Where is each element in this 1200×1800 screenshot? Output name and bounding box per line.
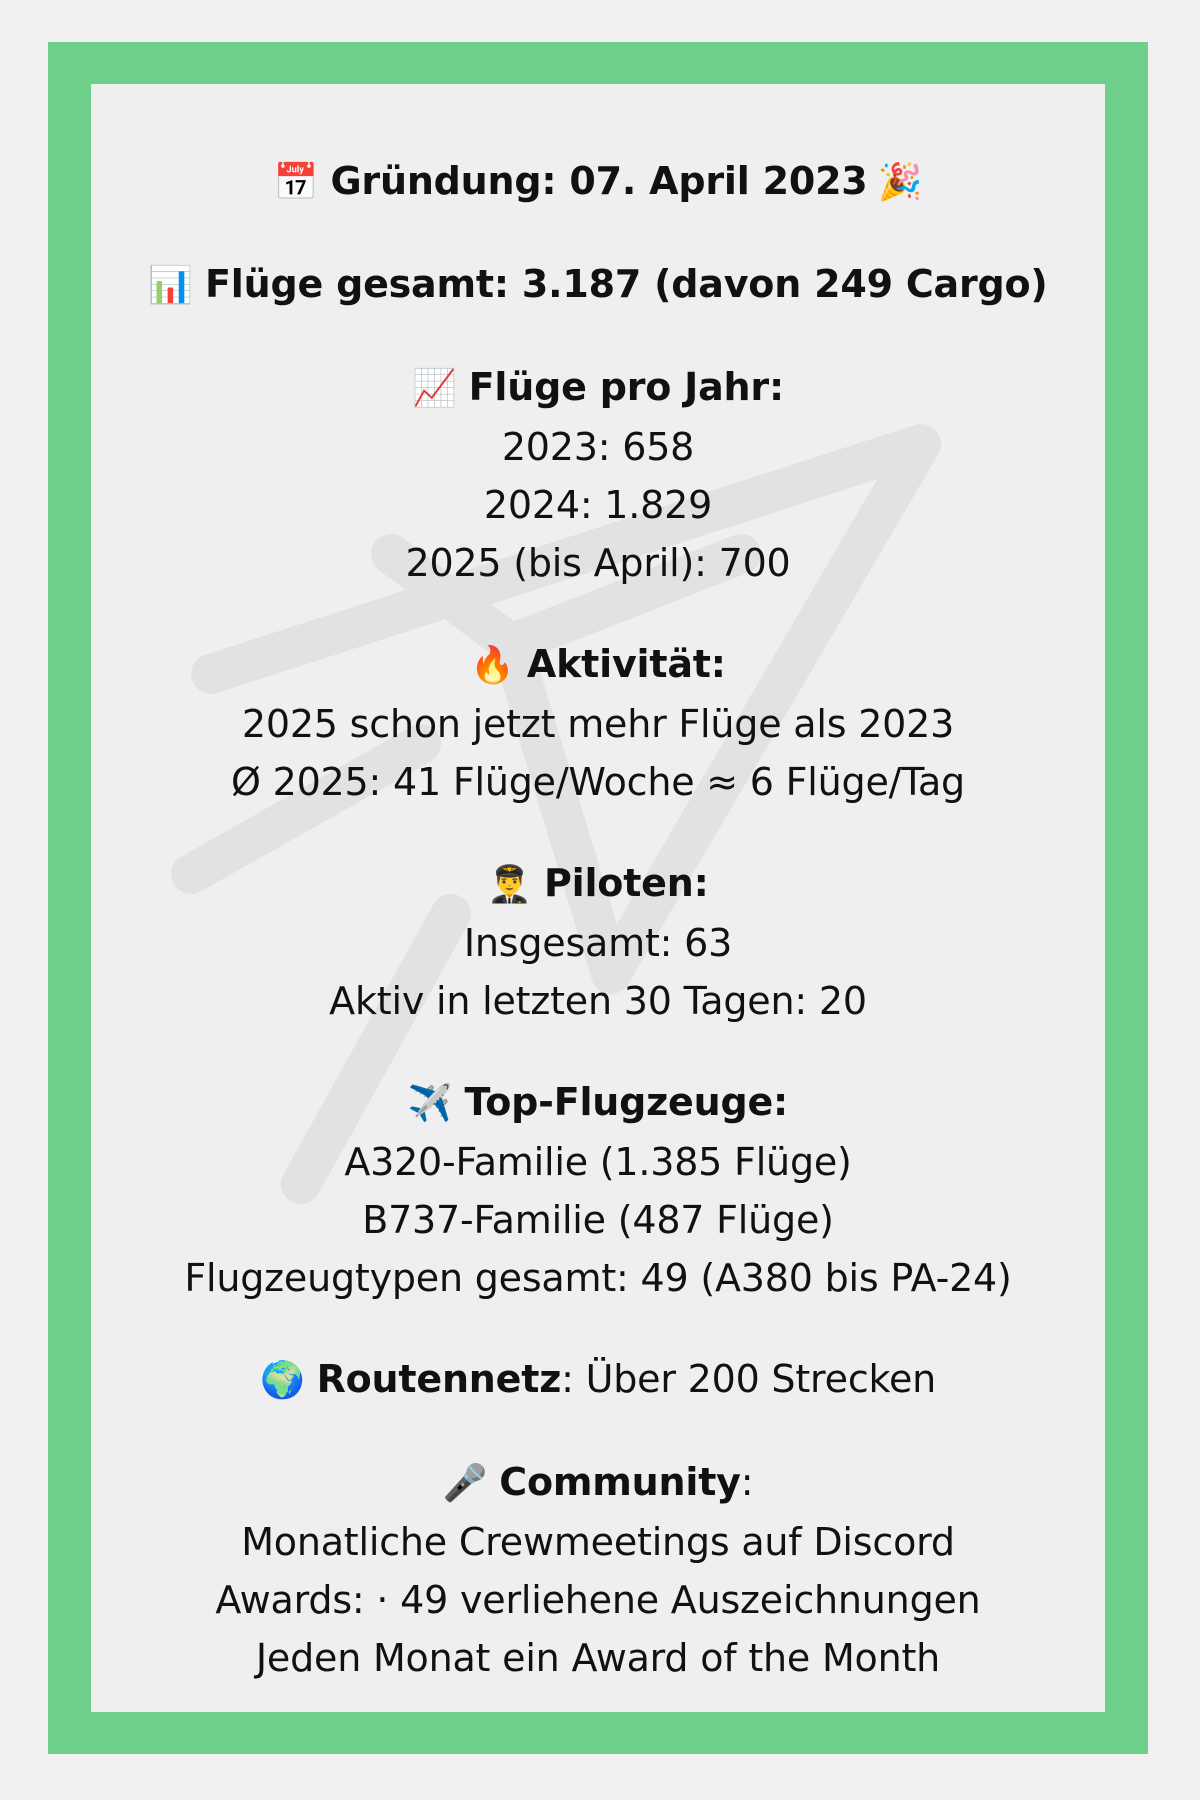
community-line-3: Jeden Monat ein Award of the Month	[255, 1636, 941, 1680]
community-line-1: Monatliche Crewmeetings auf Discord	[241, 1520, 955, 1564]
activity-heading-text: Aktivität:	[526, 642, 726, 686]
pilots-heading	[91, 854, 1105, 914]
flights-per-year-section	[91, 358, 1105, 592]
microphone-icon: 🎤	[442, 1463, 488, 1504]
b737-line: B737-Familie (487 Flüge)	[362, 1198, 834, 1242]
community-line-2: Awards: · 49 verliehene Auszeichnungen	[215, 1578, 981, 1622]
community-heading-text: Community	[499, 1460, 741, 1504]
flights-per-year-heading-text: Flüge pro Jahr:	[468, 365, 784, 409]
community-heading	[91, 1453, 1105, 1513]
flights-per-year-heading	[91, 358, 1105, 418]
top-aircraft-section	[91, 1073, 1105, 1307]
route-network-section	[91, 1350, 1105, 1410]
year-2025-line: 2025 (bis April): 700	[405, 541, 791, 585]
flights-total-section	[91, 255, 1105, 315]
party-popper-icon: 🎉	[877, 162, 923, 203]
calendar-icon: 📅	[273, 162, 319, 203]
pilots-total-line: Insgesamt: 63	[463, 921, 733, 965]
pilots-section	[91, 854, 1105, 1030]
airplane-icon: ✈️	[407, 1083, 453, 1124]
pilot-icon: 👨‍✈️	[487, 864, 532, 905]
info-card	[91, 84, 1105, 1712]
community-section	[91, 1453, 1105, 1687]
globe-icon: 🌍	[259, 1360, 305, 1401]
route-network-text: : Über 200 Strecken	[561, 1357, 937, 1401]
activity-section	[91, 635, 1105, 811]
pilots-heading-text: Piloten:	[544, 861, 709, 905]
stats-content	[91, 84, 1105, 1687]
route-network-heading: Routennetz	[316, 1357, 562, 1401]
founding-line	[91, 152, 1105, 212]
founding-section	[91, 152, 1105, 212]
year-2024-line: 2024: 1.829	[483, 483, 713, 527]
aircraft-types-line: Flugzeugtypen gesamt: 49 (A380 bis PA-24)	[184, 1256, 1012, 1300]
bar-chart-icon: 📊	[148, 265, 194, 306]
top-aircraft-heading	[91, 1073, 1105, 1133]
community-heading-colon: :	[740, 1460, 754, 1504]
flights-total-line	[91, 255, 1105, 315]
pilots-active-line: Aktiv in letzten 30 Tagen: 20	[329, 979, 867, 1023]
chart-increasing-icon: 📈	[412, 368, 457, 409]
top-aircraft-heading-text: Top-Flugzeuge:	[464, 1080, 789, 1124]
flights-total-text: Flüge gesamt: 3.187 (davon 249 Cargo)	[205, 262, 1048, 306]
activity-line-1: 2025 schon jetzt mehr Flüge als 2023	[241, 702, 955, 746]
fire-icon: 🔥	[470, 645, 515, 686]
year-2023-line: 2023: 658	[501, 425, 695, 469]
a320-line: A320-Familie (1.385 Flüge)	[344, 1140, 852, 1184]
founding-text: Gründung: 07. April 2023	[330, 159, 868, 203]
activity-line-2: Ø 2025: 41 Flüge/Woche ≈ 6 Flüge/Tag	[231, 760, 965, 804]
route-network-line	[91, 1350, 1105, 1410]
activity-heading	[91, 635, 1105, 695]
